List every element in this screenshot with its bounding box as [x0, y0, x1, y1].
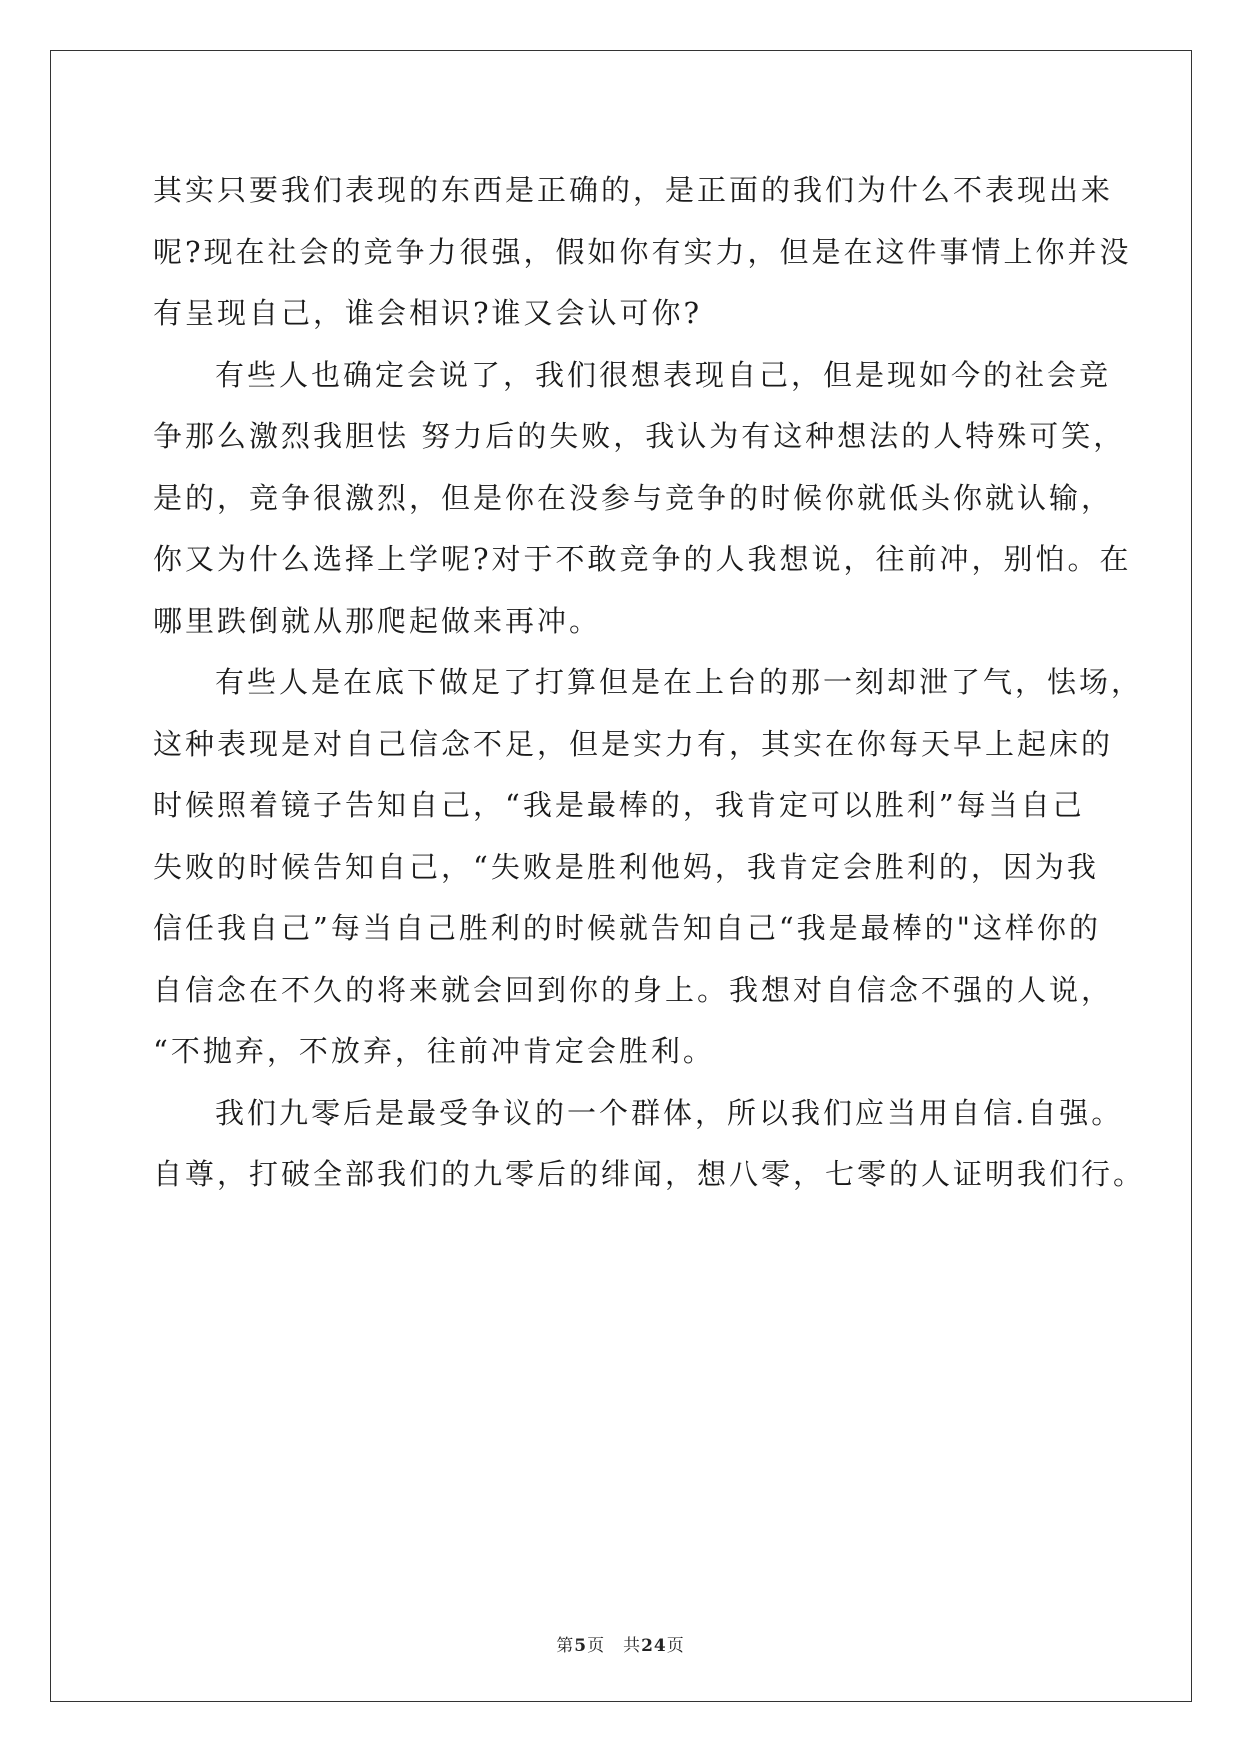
- text-line: 时候照着镜子告知自己，“我是最棒的，我肯定可以胜利”每当自己: [153, 788, 1085, 822]
- text-line: 是的，竞争很激烈，但是你在没参与竞争的时候你就低头你就认输，: [153, 480, 1114, 515]
- text-line: 哪里跌倒就从那爬起做来再冲。: [153, 603, 602, 638]
- footer-prefix: 第: [556, 1636, 575, 1656]
- text-line: 自尊，打破全部我们的九零后的绯闻，想八零，七零的人证明我们行。: [153, 1157, 1146, 1191]
- paragraph-3: [153, 652, 1144, 1083]
- paragraph-2: [153, 345, 1132, 653]
- page-number: 5: [574, 1636, 588, 1656]
- text-line: 信任我自己”每当自己胜利的时候就告知自己“我是最棒的"这样你的: [153, 911, 1101, 945]
- text-line: 自信念在不久的将来就会回到你的身上。我想对自信念不强的人说，: [153, 972, 1114, 1007]
- paragraph-1: [153, 160, 1132, 345]
- text-line: 失败的时候告知自己，“失败是胜利他妈，我肯定会胜利的，因为我: [153, 849, 1099, 884]
- text-line: 其实只要我们表现的东西是正确的，是正面的我们为什么不表现出来: [153, 173, 1114, 207]
- footer-page-unit: 页: [587, 1636, 606, 1656]
- text-line: 这种表现是对自己信念不足，但是实力有，其实在你每天早上起床的: [153, 726, 1114, 761]
- text-line: 有呈现自己，谁会相识?谁又会认可你?: [153, 296, 703, 330]
- text-line: 我们九零后是最受争议的一个群体，所以我们应当用自信.自强。: [215, 1095, 1124, 1130]
- text-line: 呢?现在社会的竞争力很强，假如你有实力，但是在这件事情上你并没: [153, 234, 1132, 269]
- footer-total-unit: 页: [666, 1636, 685, 1656]
- document-body: [153, 160, 1146, 1206]
- paragraph-4: [153, 1083, 1146, 1206]
- text-line: 有些人是在底下做足了打算但是在上台的那一刻却泄了气，怯场，: [215, 665, 1144, 699]
- text-line: “不抛弃，不放弃，往前冲肯定会胜利。: [153, 1034, 715, 1068]
- text-line: 争那么激烈我胆怯 努力后的失败，我认为有这种想法的人特殊可笑，: [153, 419, 1126, 453]
- page-footer: [0, 1631, 1241, 1656]
- footer-total-prefix: 共: [623, 1636, 642, 1656]
- text-line: 有些人也确定会说了，我们很想表现自己，但是现如今的社会竞: [215, 357, 1112, 392]
- text-line: 你又为什么选择上学呢?对于不敢竞争的人我想说，往前冲，别怕。在: [153, 542, 1132, 576]
- total-pages: 24: [641, 1636, 667, 1656]
